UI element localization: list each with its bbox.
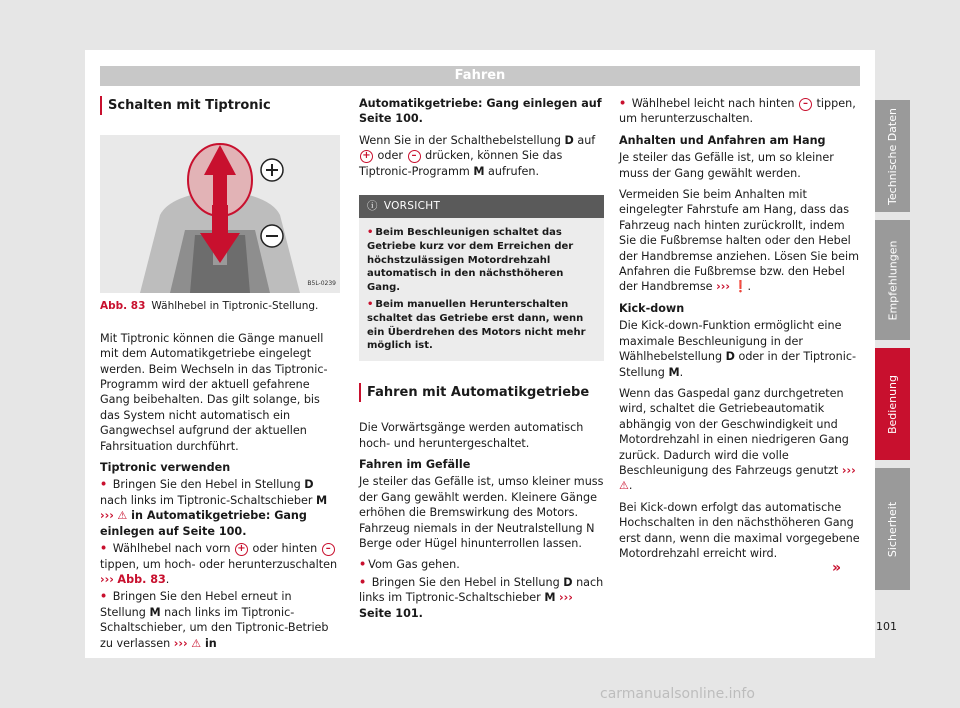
figure-link[interactable]: Abb. 83 (117, 572, 166, 586)
tab-technische-daten[interactable]: Technische Daten (875, 100, 910, 212)
tiptronic-paragraph: Wenn Sie in der Schalthebelstellung D auf + oder – drücken, können Sie das Tiptronic-Programm M aufrufen. (359, 133, 596, 178)
arrow-ref[interactable]: ››› (173, 636, 188, 650)
bullet-item: • Vom Gas gehen. (359, 558, 460, 572)
subheading-kickdown: Kick-down (619, 301, 685, 315)
continuation-bold: Automatikgetriebe: Gang einlegen auf Seite 100. (359, 97, 602, 126)
section-title-tiptronic: Schalten mit Tiptronic (100, 96, 340, 115)
minus-icon: – (322, 543, 335, 556)
figure-code: B5L-0239 (307, 280, 336, 287)
hochschalten-paragraph: Bei Kick-down erfolgt das automatische Hochschalten in den nächsthöheren Gang erst dann, wenn die maximal vorgegebene Motordrehzahl erreicht wird. (619, 500, 860, 560)
bullet-item: • Bringen Sie den Hebel in Stellung D nach links im Tiptronic-Schaltschieber M ››› Seite 101. (359, 575, 604, 620)
subheading-gefaelle: Fahren im Gefälle (359, 458, 471, 471)
subheading-tiptronic-verwenden: Tiptronic verwenden (100, 461, 231, 475)
tab-sicherheit[interactable]: Sicherheit (875, 468, 910, 590)
bullet-icon: • (359, 575, 367, 589)
arrow-ref[interactable]: ››› (100, 572, 114, 586)
column-2 (359, 96, 604, 627)
gefaelle-paragraph: Je steiler das Gefälle ist, umso kleiner muss der Gang gewählt werden. Kleinere Gänge erhöhen die Bremswirkung des Motors. Fahrzeug niemals in der Neutralstellung N Berge oder Hügel hinunterrollen lassen. (359, 475, 604, 551)
bullet-item: • Wählhebel nach vorn + oder hinten – tippen, um hoch- oder herunterzuschalten ››› Abb. 83. (100, 542, 338, 586)
caution-header: ⓘ VORSICHT (359, 195, 604, 218)
caption-label: Abb. 83 (100, 300, 146, 313)
section-title-automatik: Fahren mit Automatikgetriebe (359, 383, 604, 402)
bullet-icon: • (100, 542, 108, 556)
bullet-icon: • (367, 299, 374, 311)
column-1 (100, 96, 340, 657)
arrow-ref[interactable]: ››› (559, 591, 573, 605)
caption-text: Wählhebel in Tiptronic-Stellung. (151, 300, 319, 313)
gaspedal-paragraph: Wenn das Gaspedal ganz durchgetreten wird, schaltet die Getriebeautomatik abhängig von der Geschwindigkeit und Motordrehzahl in einen niedrigeren Gang zurück. Dadurch wird die volle Beschleunigung des Fahrzeugs genutzt ››› ⚠. (619, 386, 856, 493)
footer-watermark: carmanualsonline.info (600, 686, 755, 702)
caution-item: • Beim Beschleunigen schaltet das Getriebe kurz vor dem Erreichen der höchstzulässigen Motordrehzahl automatisch in den nächsthöheren Gang. (367, 227, 574, 293)
tab-empfehlungen[interactable]: Empfehlungen (875, 220, 910, 340)
exclamation-icon: ❗ (733, 280, 748, 294)
arrow-ref[interactable]: ››› (841, 463, 856, 477)
plus-icon: + (360, 150, 373, 163)
caution-item: • Beim manuellen Herunterschalten schaltet das Getriebe erst dann, wenn ein Überdrehen des Motors nicht mehr möglich ist. (367, 299, 586, 352)
bullet-item: • Bringen Sie den Hebel in Stellung D nach links im Tiptronic-Schaltschieber M ››› ⚠ in Automatikgetriebe: Gang einlegen auf Seite 100. (100, 478, 328, 538)
page-header-title: Fahren (454, 68, 506, 83)
bullet-icon: • (359, 558, 367, 572)
info-icon: ⓘ (367, 200, 378, 213)
warning-icon: ⚠ (191, 636, 202, 650)
gear-lever-illustration (100, 135, 340, 293)
minus-icon: – (799, 98, 812, 111)
anhalten-paragraph: Vermeiden Sie beim Anhalten mit eingelegter Fahrstufe am Hang, dass das Fahrzeug nach hinten zurückrollt, indem Sie die Fußbremse halten oder den Hebel der Handbremse anziehen. Lösen Sie beim Anfahren die Fußbremse bzw. den Hebel der Handbremse ››› ❗. (619, 188, 859, 294)
bullet-icon: • (100, 478, 108, 492)
hang-paragraph: Je steiler das Gefälle ist, um so kleiner muss der Gang gewählt werden. (619, 151, 834, 180)
plus-icon: + (235, 543, 248, 556)
kickdown-paragraph: Die Kick-down-Funktion ermöglicht eine maximale Beschleunigung in der Wählhebelstellung D oder in der Tiptronic-Stellung M. (619, 319, 857, 379)
page-number: 101 (876, 620, 897, 633)
caution-body (359, 218, 604, 360)
bullet-icon: • (100, 590, 108, 604)
automatik-paragraph: Die Vorwärtsgänge werden automatisch hoch- und heruntergeschaltet. (359, 421, 584, 450)
arrow-ref[interactable]: ››› (100, 509, 114, 523)
bullet-item: • Bringen Sie den Hebel erneut in Stellung M nach links im Tiptronic-Schaltschieber, um den Tiptronic-Betrieb zu verlassen ››› ⚠ in (100, 590, 329, 650)
bullet-icon: • (619, 97, 627, 110)
caution-box (359, 195, 604, 361)
warning-icon: ⚠ (117, 509, 128, 523)
column-3 (619, 96, 864, 567)
bullet-icon: • (367, 227, 374, 239)
arrow-ref[interactable]: ››› (716, 280, 730, 294)
tab-bedienung[interactable]: Bedienung (875, 348, 910, 460)
subheading-anhalten: Anhalten und Anfahren am Hang (619, 133, 826, 147)
figure-gear-lever (100, 135, 340, 293)
bullet-item: • Wählhebel leicht nach hinten – tippen, um herunterzuschalten. (619, 97, 856, 126)
continue-icon: » (832, 560, 842, 576)
warning-icon: ⚠ (619, 479, 629, 493)
intro-paragraph: Mit Tiptronic können die Gänge manuell mit dem Automatikgetriebe eingelegt werden. Beim Wechseln in das Tiptronic-Programm wird der aktuell gefahrene Gang beibehalten. Das gilt solange, bis das System nicht automatisch ein Gangwechsel aufgrund der aktuellen Fahrsituation durchführt. (100, 331, 328, 453)
figure-caption (100, 299, 340, 314)
minus-icon: – (408, 150, 421, 163)
